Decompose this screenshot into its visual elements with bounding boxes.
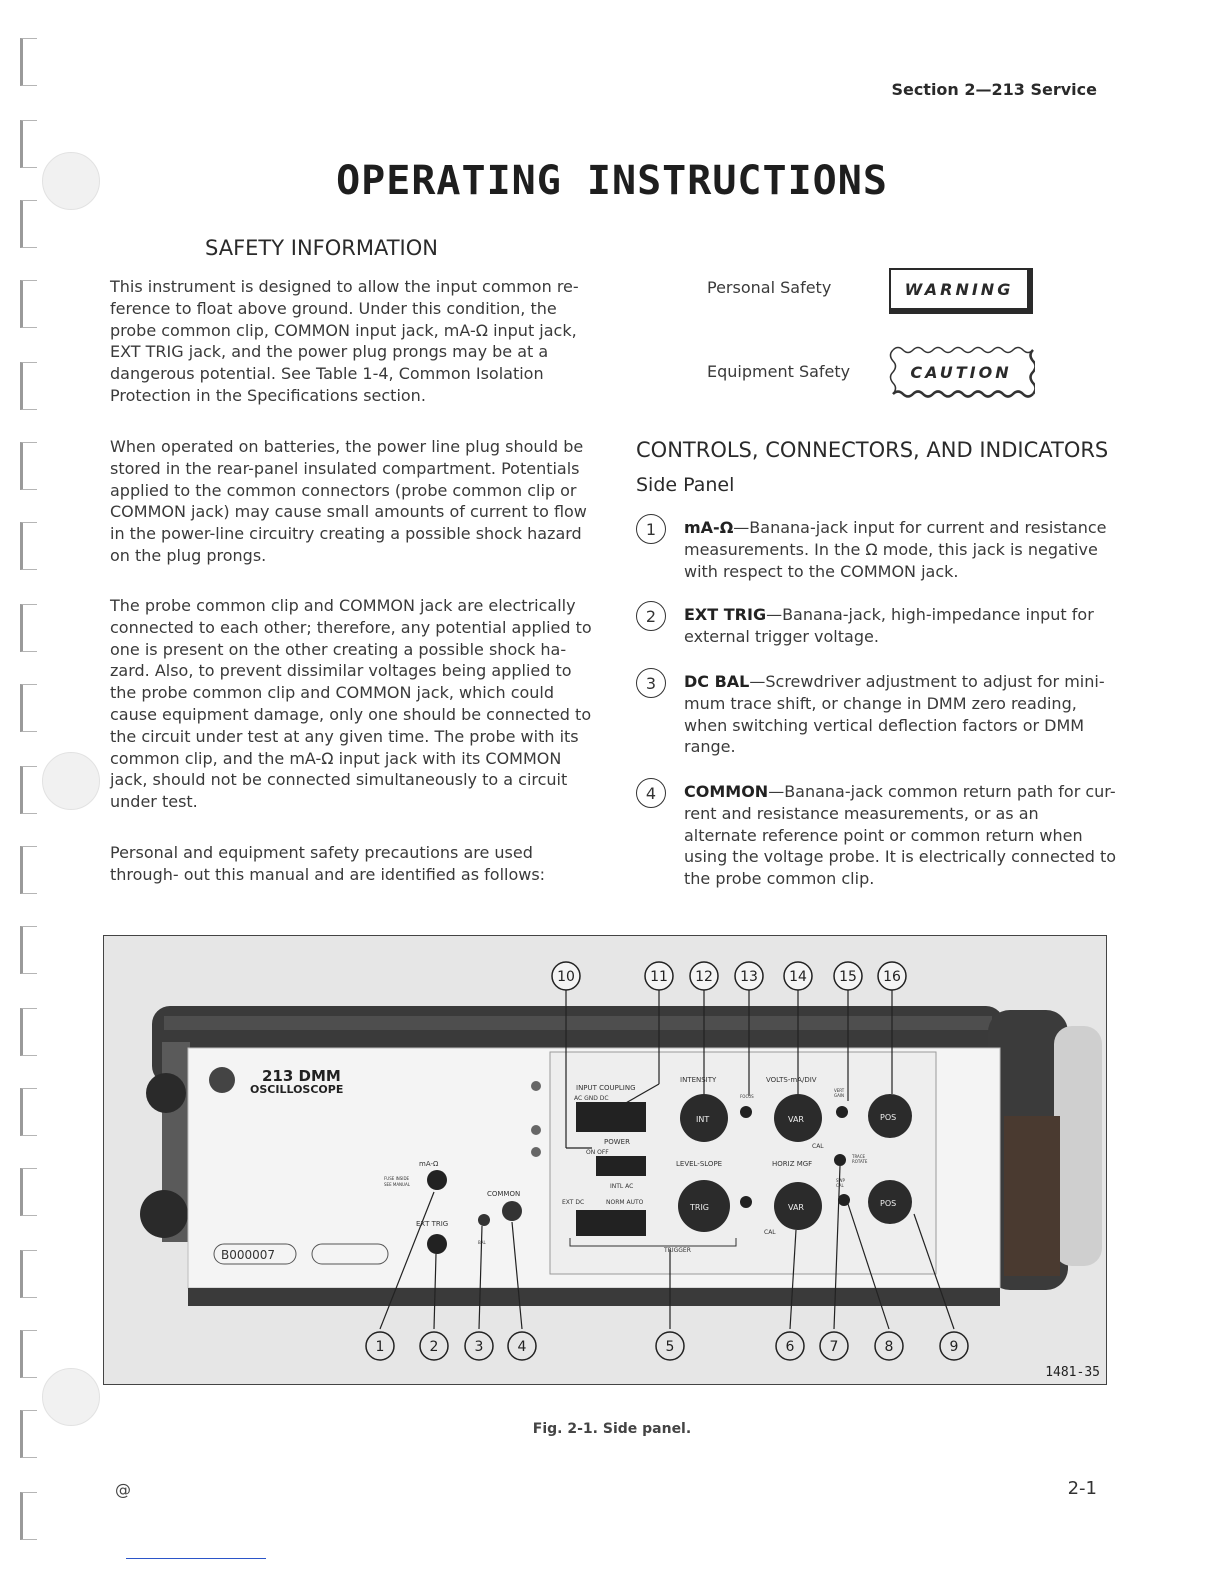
callout-16 — [878, 962, 906, 990]
logo-icon — [209, 1067, 235, 1093]
binder-bracket — [20, 766, 37, 814]
binder-bracket — [20, 846, 37, 894]
bottom-rule — [126, 1558, 266, 1559]
callout-10 — [552, 962, 580, 990]
model-label: 213 DMM — [262, 1067, 341, 1085]
horiz-cal-label: CAL — [764, 1229, 776, 1236]
binder-bracket — [20, 604, 37, 652]
paragraph-text: Personal and equipment safety precautions are used through- out this manual and are identified as follows: — [110, 843, 546, 884]
binder-bracket — [20, 1250, 37, 1298]
common-jack — [502, 1201, 522, 1221]
binder-bracket — [20, 362, 37, 410]
vertical-position-label: POS — [880, 1113, 897, 1122]
equipment-safety-label: Equipment Safety — [707, 362, 851, 381]
binder-bracket — [20, 1330, 37, 1378]
callout-number: 3 — [474, 1339, 484, 1355]
callout-number: 5 — [665, 1339, 675, 1355]
callout-6 — [776, 1332, 804, 1360]
callout-8 — [875, 1332, 903, 1360]
safety-paragraph — [110, 595, 600, 813]
item-text — [684, 604, 1116, 648]
input-coupling-label: INPUT COUPLING — [576, 1084, 636, 1092]
volts-div-label: VOLTS-mA/DIV — [766, 1076, 817, 1084]
trigger-indicator — [740, 1196, 752, 1208]
callout-number: 1 — [375, 1339, 385, 1355]
callout-1 — [366, 1332, 394, 1360]
binder-bracket — [20, 1088, 37, 1136]
safety-paragraph — [110, 276, 600, 407]
safety-paragraph — [110, 436, 600, 567]
item-text — [684, 517, 1116, 582]
callout-9 — [940, 1332, 968, 1360]
personal-safety-label: Personal Safety — [707, 278, 832, 297]
swp-label: SWP — [836, 1178, 845, 1183]
binder-bracket — [20, 522, 37, 570]
item-text — [684, 781, 1116, 890]
callout-number: 2 — [429, 1339, 439, 1355]
bal-label: BAL — [478, 1240, 486, 1245]
horiz-mgf-label: HORIZ MGF — [772, 1160, 813, 1168]
ext-trig-label: EXT TRIG — [416, 1220, 449, 1228]
item-description: —Screwdriver adjustment to adjust for mini- mum trace shift, or change in DMM zero reading, when switching vertical deflection factors or DMM range. — [684, 672, 1105, 757]
callout-3 — [465, 1332, 493, 1360]
var-knob-label: VAR — [788, 1115, 804, 1124]
fuse-label: FUSE INSIDE — [384, 1176, 410, 1181]
dc-bal-screw — [478, 1214, 490, 1226]
binder-bracket — [20, 442, 37, 490]
trigger-label: TRIGGER — [664, 1247, 691, 1254]
swp-cal-label: CAL — [836, 1183, 844, 1188]
vert-gain-label: VERT — [834, 1088, 845, 1093]
ma-ohm-jack — [427, 1170, 447, 1190]
callout-number: 13 — [740, 969, 758, 985]
item-description: —Banana-jack input for current and resistance measurements. In the Ω mode, this jack is negative with respect to the COMMON jack. — [684, 518, 1107, 581]
common-label: COMMON — [487, 1190, 521, 1198]
binder-bracket — [20, 926, 37, 974]
binder-bracket — [20, 1492, 37, 1540]
callout-number: 12 — [695, 969, 713, 985]
trace-rotate-label: TRACE — [852, 1154, 866, 1159]
page-number: 2-1 — [1067, 1478, 1097, 1499]
footer-symbol: @ — [115, 1480, 131, 1499]
binder-bracket — [20, 200, 37, 248]
model-sub-label: OSCILLOSCOPE — [250, 1083, 344, 1096]
intl-ac-label: INTL AC — [610, 1183, 634, 1190]
punch-hole — [42, 752, 100, 810]
input-coupling-switch — [576, 1102, 646, 1132]
item-name: mA-Ω — [684, 518, 734, 537]
item-number: 4 — [636, 778, 666, 808]
side-panel-figure — [103, 935, 1107, 1385]
power-label: POWER — [604, 1138, 630, 1146]
callout-number: 8 — [884, 1339, 894, 1355]
level-slope-label: LEVEL-SLOPE — [676, 1160, 723, 1168]
indicator-screw — [531, 1147, 541, 1157]
callout-number: 16 — [883, 969, 901, 985]
trig-knob-label: TRIG — [690, 1203, 710, 1212]
safety-heading: SAFETY INFORMATION — [205, 236, 438, 260]
callout-15 — [834, 962, 862, 990]
oscilloscope-photo — [104, 936, 1106, 1384]
trigger-source-switch — [576, 1210, 646, 1236]
cal-label: CAL — [812, 1143, 824, 1150]
warning-badge: WARNING — [889, 268, 1033, 314]
caution-text: CAUTION — [910, 362, 1012, 382]
caution-badge — [887, 344, 1035, 400]
callout-2 — [420, 1332, 448, 1360]
norm-auto-label: NORM AUTO — [606, 1199, 644, 1206]
figure-id: 1481-35 — [1045, 1365, 1100, 1380]
side-panel-heading: Side Panel — [636, 474, 735, 496]
item-name: EXT TRIG — [684, 605, 767, 624]
callout-4 — [508, 1332, 536, 1360]
horizontal-position-label: POS — [880, 1199, 897, 1208]
binder-bracket — [20, 280, 37, 328]
callout-number: 4 — [517, 1339, 527, 1355]
item-name: DC BAL — [684, 672, 750, 691]
paragraph-text: The probe common clip and COMMON jack are electrically connected to each other; therefore, any potential applied to one is present on the other creating a possible shock ha- zard. Also, to prevent dissimilar voltages being applied to the probe common clip and COMMON jack, which could cause equipment damage, only one should be connected to the circuit under test at any given time. The probe with its common clip, and the mA-Ω input jack with its COMMON jack, should not be connected simultaneously to a circuit under test. — [110, 596, 592, 812]
binder-bracket — [20, 1008, 37, 1056]
callout-12 — [690, 962, 718, 990]
trace-rotate-control — [834, 1154, 846, 1166]
ext-dc-label: EXT DC — [562, 1199, 585, 1206]
callout-13 — [735, 962, 763, 990]
callout-number: 11 — [650, 969, 668, 985]
horiz-var-label: VAR — [788, 1203, 804, 1212]
paragraph-text: This instrument is designed to allow the input common re- ference to float above ground. Under this condition, the probe common clip, COMMON input jack, mA-Ω input jack, EXT TRIG jack, and the power plug prongs may be at a dangerous potential. See Table 1-4, Common Isolation Protection in the Specifications section. — [110, 277, 579, 405]
item-name: COMMON — [684, 782, 769, 801]
focus-label: FOCUS — [740, 1094, 754, 1099]
controls-heading: CONTROLS, CONNECTORS, AND INDICATORS — [636, 438, 1109, 462]
safety-paragraph — [110, 842, 600, 886]
callout-number: 14 — [789, 969, 807, 985]
intensity-label: INTENSITY — [680, 1076, 717, 1084]
item-description: —Banana-jack, high-impedance input for external trigger voltage. — [684, 605, 1094, 646]
power-switch — [596, 1156, 646, 1176]
section-header: Section 2—213 Service — [891, 80, 1097, 99]
binder-bracket — [20, 1168, 37, 1216]
item-number: 2 — [636, 601, 666, 631]
binder-bracket — [20, 684, 37, 732]
serial-number: B000007 — [221, 1248, 276, 1262]
callout-number: 6 — [785, 1339, 795, 1355]
callout-number: 9 — [949, 1339, 959, 1355]
binder-bracket — [20, 38, 37, 86]
intensity-knob-label: INT — [696, 1115, 710, 1124]
callout-number: 10 — [557, 969, 575, 985]
callout-number: 15 — [839, 969, 857, 985]
figure-caption: Fig. 2-1. Side panel. — [532, 1421, 692, 1437]
item-description: —Banana-jack common return path for cur- rent and resistance measurements, or as an alternate reference point or common return when using the voltage probe. It is electrically connected to the probe common clip. — [684, 782, 1117, 889]
item-number: 3 — [636, 668, 666, 698]
callout-number: 7 — [829, 1339, 839, 1355]
item-text — [684, 671, 1116, 758]
focus-control — [740, 1106, 752, 1118]
callout-14 — [784, 962, 812, 990]
callout-7 — [820, 1332, 848, 1360]
vert-gain-label-2: GAIN — [834, 1093, 845, 1098]
paragraph-text: When operated on batteries, the power line plug should be stored in the rear-panel insulated compartment. Potentials applied to the common connectors (probe common clip or COMMON jack) may cause small amounts of current to flow in the power-line circuitry creating a possible shock hazard on the plug prongs. — [110, 437, 587, 565]
power-options: ON OFF — [586, 1149, 609, 1156]
callout-11 — [645, 962, 673, 990]
fuse-label-2: SEE MANUAL — [384, 1182, 410, 1187]
indicator-screw — [531, 1081, 541, 1091]
indicator-screw — [531, 1125, 541, 1135]
coupling-options: AC GND DC — [574, 1095, 609, 1102]
page-title: OPERATING INSTRUCTIONS — [336, 158, 888, 204]
punch-hole — [42, 1368, 100, 1426]
trace-rotate-label-2: ROTATE — [852, 1159, 868, 1164]
item-number: 1 — [636, 514, 666, 544]
ext-trig-jack — [427, 1234, 447, 1254]
callout-5 — [656, 1332, 684, 1360]
ma-ohm-label: mA-Ω — [419, 1160, 439, 1168]
vert-gain-control — [836, 1106, 848, 1118]
